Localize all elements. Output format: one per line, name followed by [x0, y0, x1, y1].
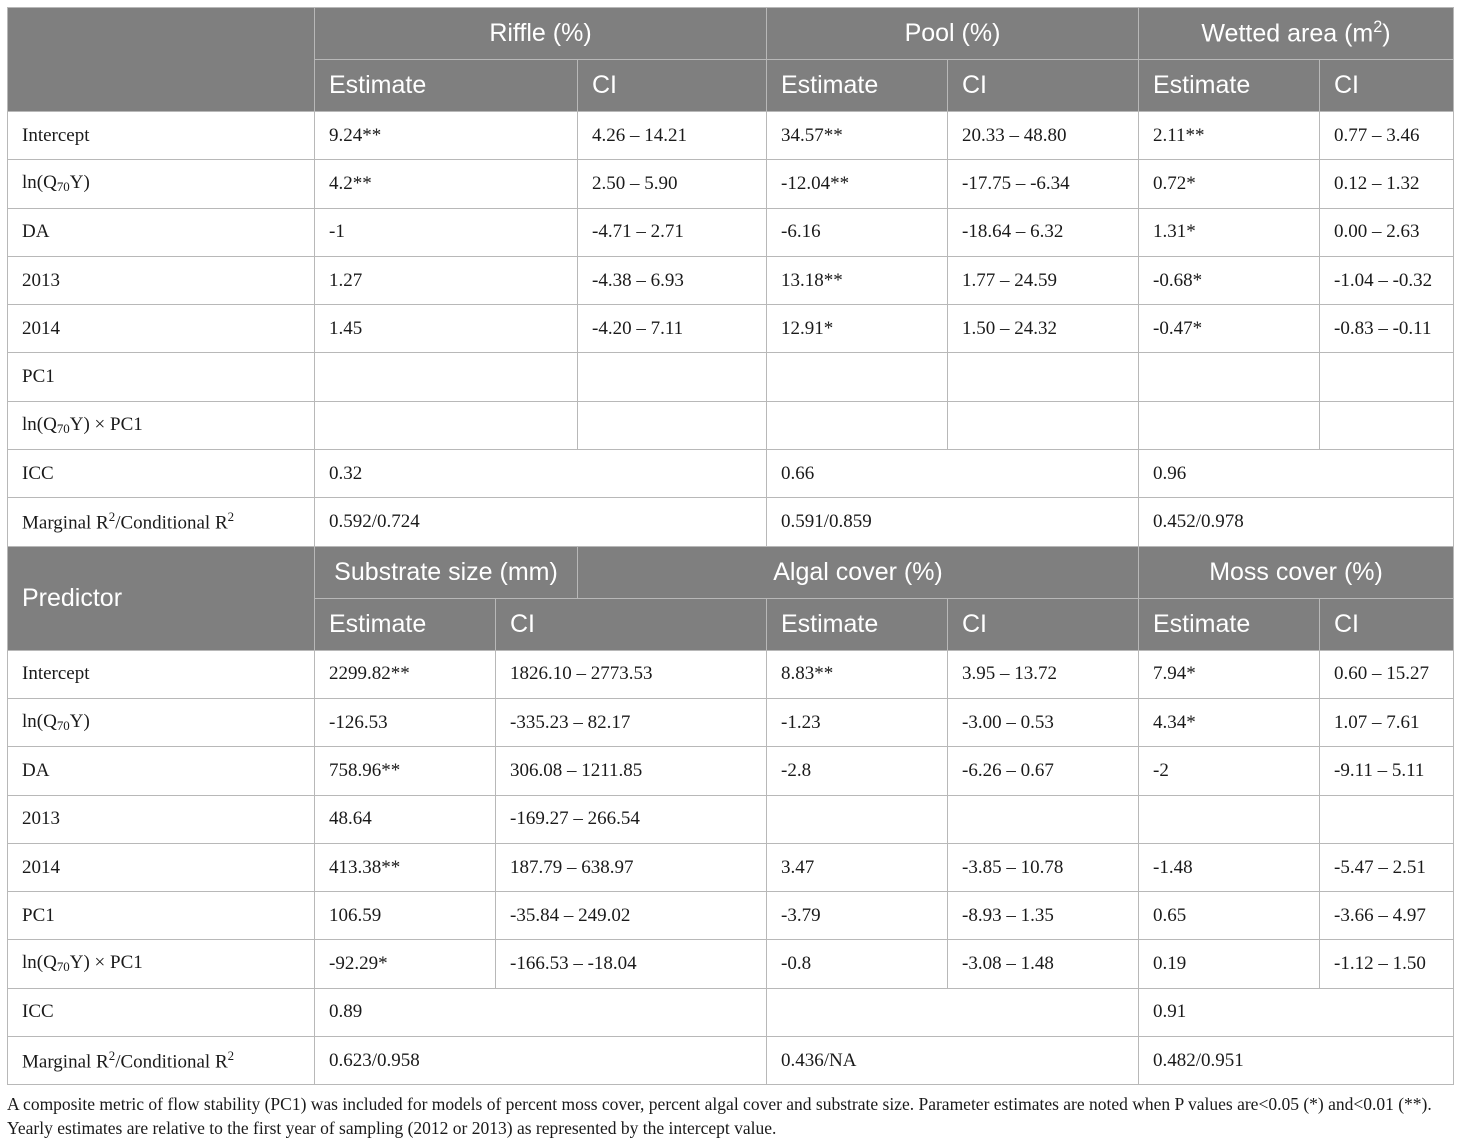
row-label: ICC: [8, 450, 315, 498]
substrate-estimate: 48.64: [315, 795, 496, 843]
riffle-ci: 2.50 – 5.90: [578, 160, 767, 208]
algal-estimate: -2.8: [767, 747, 948, 795]
substrate-estimate-header: Estimate: [315, 598, 496, 650]
wetted-estimate-header: Estimate: [1139, 60, 1320, 112]
riffle-ci: -4.38 – 6.93: [578, 256, 767, 304]
wetted-estimate: [1139, 353, 1320, 401]
r2-row: [8, 1037, 1454, 1085]
riffle-estimate: 4.2**: [315, 160, 578, 208]
pool-icc: 0.66: [767, 450, 1139, 498]
table-row: [8, 208, 1454, 256]
top-predictor-header: [8, 8, 315, 112]
algal-estimate: [767, 795, 948, 843]
pool-estimate: -6.16: [767, 208, 948, 256]
wetted-ci: 0.00 – 2.63: [1320, 208, 1454, 256]
algal-ci: -6.26 – 0.67: [948, 747, 1139, 795]
riffle-ci: [578, 401, 767, 449]
table-row: [8, 795, 1454, 843]
pool-estimate: 13.18**: [767, 256, 948, 304]
wetted-area-header: Wetted area $(m^2)$: [1139, 8, 1454, 60]
row-label: 2014: [8, 305, 315, 353]
row-label: $\ln(Q_{70}Y) \times PC1$: [8, 940, 315, 988]
moss-estimate: -1.48: [1139, 843, 1320, 891]
moss-estimate: 4.34*: [1139, 698, 1320, 746]
bottom-predictor-header: Predictor: [8, 546, 315, 650]
pool-estimate: [767, 353, 948, 401]
substrate-header: Substrate size (mm): [315, 546, 578, 598]
wetted-ci: -1.04 – -0.32: [1320, 256, 1454, 304]
row-label: PC1: [8, 353, 315, 401]
wetted-estimate: [1139, 401, 1320, 449]
algal-estimate: 8.83**: [767, 650, 948, 698]
riffle-estimate: 1.27: [315, 256, 578, 304]
mixed-model-results-table: [7, 7, 1454, 1085]
wetted-ci: 0.77 – 3.46: [1320, 112, 1454, 160]
substrate-icc: 0.89: [315, 988, 767, 1036]
table-row: [8, 112, 1454, 160]
row-label: 2013: [8, 795, 315, 843]
pool-estimate: 12.91*: [767, 305, 948, 353]
pool-ci: -18.64 – 6.32: [948, 208, 1139, 256]
wetted-estimate: 1.31*: [1139, 208, 1320, 256]
wetted-estimate: 0.72*: [1139, 160, 1320, 208]
riffle-ci: 4.26 – 14.21: [578, 112, 767, 160]
algal-r2: 0.436/NA: [767, 1037, 1139, 1085]
row-label: 2014: [8, 843, 315, 891]
moss-estimate: 0.19: [1139, 940, 1320, 988]
pool-ci: -17.75 – -6.34: [948, 160, 1139, 208]
substrate-estimate: -92.29*: [315, 940, 496, 988]
riffle-estimate: -1: [315, 208, 578, 256]
moss-estimate: 7.94*: [1139, 650, 1320, 698]
bottom-group-header-row: [8, 546, 1454, 598]
table-row: [8, 747, 1454, 795]
table-row: [8, 160, 1454, 208]
algal-icc: [767, 988, 1139, 1036]
table-row: [8, 305, 1454, 353]
riffle-estimate: 1.45: [315, 305, 578, 353]
moss-estimate-header: Estimate: [1139, 598, 1320, 650]
substrate-ci: -166.53 – -18.04: [496, 940, 767, 988]
algal-ci: -3.08 – 1.48: [948, 940, 1139, 988]
moss-estimate: -2: [1139, 747, 1320, 795]
row-label: $\ln(Q_{70}Y)$: [8, 160, 315, 208]
row-label: Marginal $R^2$/Conditional $R^2$: [8, 498, 315, 546]
table-row: [8, 256, 1454, 304]
wetted-ci: -0.83 – -0.11: [1320, 305, 1454, 353]
moss-ci: -1.12 – 1.50: [1320, 940, 1454, 988]
riffle-estimate: 9.24**: [315, 112, 578, 160]
table-row: [8, 698, 1454, 746]
algal-ci: -3.85 – 10.78: [948, 843, 1139, 891]
algal-ci: 3.95 – 13.72: [948, 650, 1139, 698]
algal-ci: [948, 795, 1139, 843]
algal-estimate: -0.8: [767, 940, 948, 988]
wetted-ci-header: CI: [1320, 60, 1454, 112]
row-label: ICC: [8, 988, 315, 1036]
substrate-ci-header: CI: [496, 598, 767, 650]
algal-estimate: -3.79: [767, 892, 948, 940]
substrate-ci: 1826.10 – 2773.53: [496, 650, 767, 698]
pool-ci-header: CI: [948, 60, 1139, 112]
algal-estimate: 3.47: [767, 843, 948, 891]
moss-ci: [1320, 795, 1454, 843]
row-label: PC1: [8, 892, 315, 940]
riffle-r2: 0.592/0.724: [315, 498, 767, 546]
results-table-container: [7, 7, 1453, 1085]
pool-ci: 1.50 – 24.32: [948, 305, 1139, 353]
moss-estimate: 0.65: [1139, 892, 1320, 940]
substrate-ci: 187.79 – 638.97: [496, 843, 767, 891]
substrate-ci: -35.84 – 249.02: [496, 892, 767, 940]
moss-ci: 0.60 – 15.27: [1320, 650, 1454, 698]
moss-ci-header: CI: [1320, 598, 1454, 650]
substrate-ci: -169.27 – 266.54: [496, 795, 767, 843]
row-label: 2013: [8, 256, 315, 304]
pool-r2: 0.591/0.859: [767, 498, 1139, 546]
riffle-ci: -4.20 – 7.11: [578, 305, 767, 353]
wetted-ci: [1320, 353, 1454, 401]
moss-estimate: [1139, 795, 1320, 843]
pool-estimate: 34.57**: [767, 112, 948, 160]
substrate-estimate: 413.38**: [315, 843, 496, 891]
pool-ci: 20.33 – 48.80: [948, 112, 1139, 160]
algal-estimate-header: Estimate: [767, 598, 948, 650]
row-label: DA: [8, 747, 315, 795]
wetted-icc: 0.96: [1139, 450, 1454, 498]
moss-ci: -9.11 – 5.11: [1320, 747, 1454, 795]
riffle-icc: 0.32: [315, 450, 767, 498]
table-row: [8, 650, 1454, 698]
substrate-ci: 306.08 – 1211.85: [496, 747, 767, 795]
moss-icc: 0.91: [1139, 988, 1454, 1036]
pool-ci: [948, 353, 1139, 401]
riffle-estimate-header: Estimate: [315, 60, 578, 112]
substrate-r2: 0.623/0.958: [315, 1037, 767, 1085]
table-row: [8, 353, 1454, 401]
moss-r2: 0.482/0.951: [1139, 1037, 1454, 1085]
moss-header: Moss cover (%): [1139, 546, 1454, 598]
top-group-header-row: [8, 8, 1454, 60]
table-row: [8, 892, 1454, 940]
substrate-ci: -335.23 – 82.17: [496, 698, 767, 746]
row-label: Intercept: [8, 112, 315, 160]
algal-ci-header: CI: [948, 598, 1139, 650]
wetted-r2: 0.452/0.978: [1139, 498, 1454, 546]
table-row: [8, 401, 1454, 449]
moss-ci: -5.47 – 2.51: [1320, 843, 1454, 891]
substrate-estimate: -126.53: [315, 698, 496, 746]
table-footnote: A composite metric of flow stability (PC1) was included for models of percent moss cover, percent algal cover and substrate size. Parameter estimates are noted when P values are<0.05 (*) and<0.01 (**). Yearly estimates are relative to the first year of sampling (2012 or 2013) as represented by the intercept value.: [7, 1094, 1432, 1138]
wetted-estimate: -0.68*: [1139, 256, 1320, 304]
row-label: Intercept: [8, 650, 315, 698]
row-label: $\ln(Q_{70}Y)$: [8, 698, 315, 746]
row-label: $\ln(Q_{70}Y) \times PC1$: [8, 401, 315, 449]
pool-estimate-header: Estimate: [767, 60, 948, 112]
table-row: [8, 843, 1454, 891]
riffle-ci-header: CI: [578, 60, 767, 112]
pool-header: Pool (%): [767, 8, 1139, 60]
moss-ci: 1.07 – 7.61: [1320, 698, 1454, 746]
substrate-estimate: 106.59: [315, 892, 496, 940]
algal-ci: -8.93 – 1.35: [948, 892, 1139, 940]
icc-row: [8, 988, 1454, 1036]
algal-estimate: -1.23: [767, 698, 948, 746]
wetted-estimate: -0.47*: [1139, 305, 1320, 353]
substrate-estimate: 2299.82**: [315, 650, 496, 698]
riffle-header: Riffle (%): [315, 8, 767, 60]
algal-header: Algal cover (%): [578, 546, 1139, 598]
riffle-ci: -4.71 – 2.71: [578, 208, 767, 256]
wetted-estimate: 2.11**: [1139, 112, 1320, 160]
r2-row: [8, 498, 1454, 546]
pool-ci: [948, 401, 1139, 449]
row-label: DA: [8, 208, 315, 256]
riffle-estimate: [315, 401, 578, 449]
algal-ci: -3.00 – 0.53: [948, 698, 1139, 746]
row-label: Marginal $R^2$/Conditional $R^2$: [8, 1037, 315, 1085]
pool-estimate: -12.04**: [767, 160, 948, 208]
pool-ci: 1.77 – 24.59: [948, 256, 1139, 304]
wetted-ci: 0.12 – 1.32: [1320, 160, 1454, 208]
riffle-ci: [578, 353, 767, 401]
table-row: [8, 940, 1454, 988]
moss-ci: -3.66 – 4.97: [1320, 892, 1454, 940]
substrate-estimate: 758.96**: [315, 747, 496, 795]
wetted-ci: [1320, 401, 1454, 449]
pool-estimate: [767, 401, 948, 449]
riffle-estimate: [315, 353, 578, 401]
icc-row: [8, 450, 1454, 498]
